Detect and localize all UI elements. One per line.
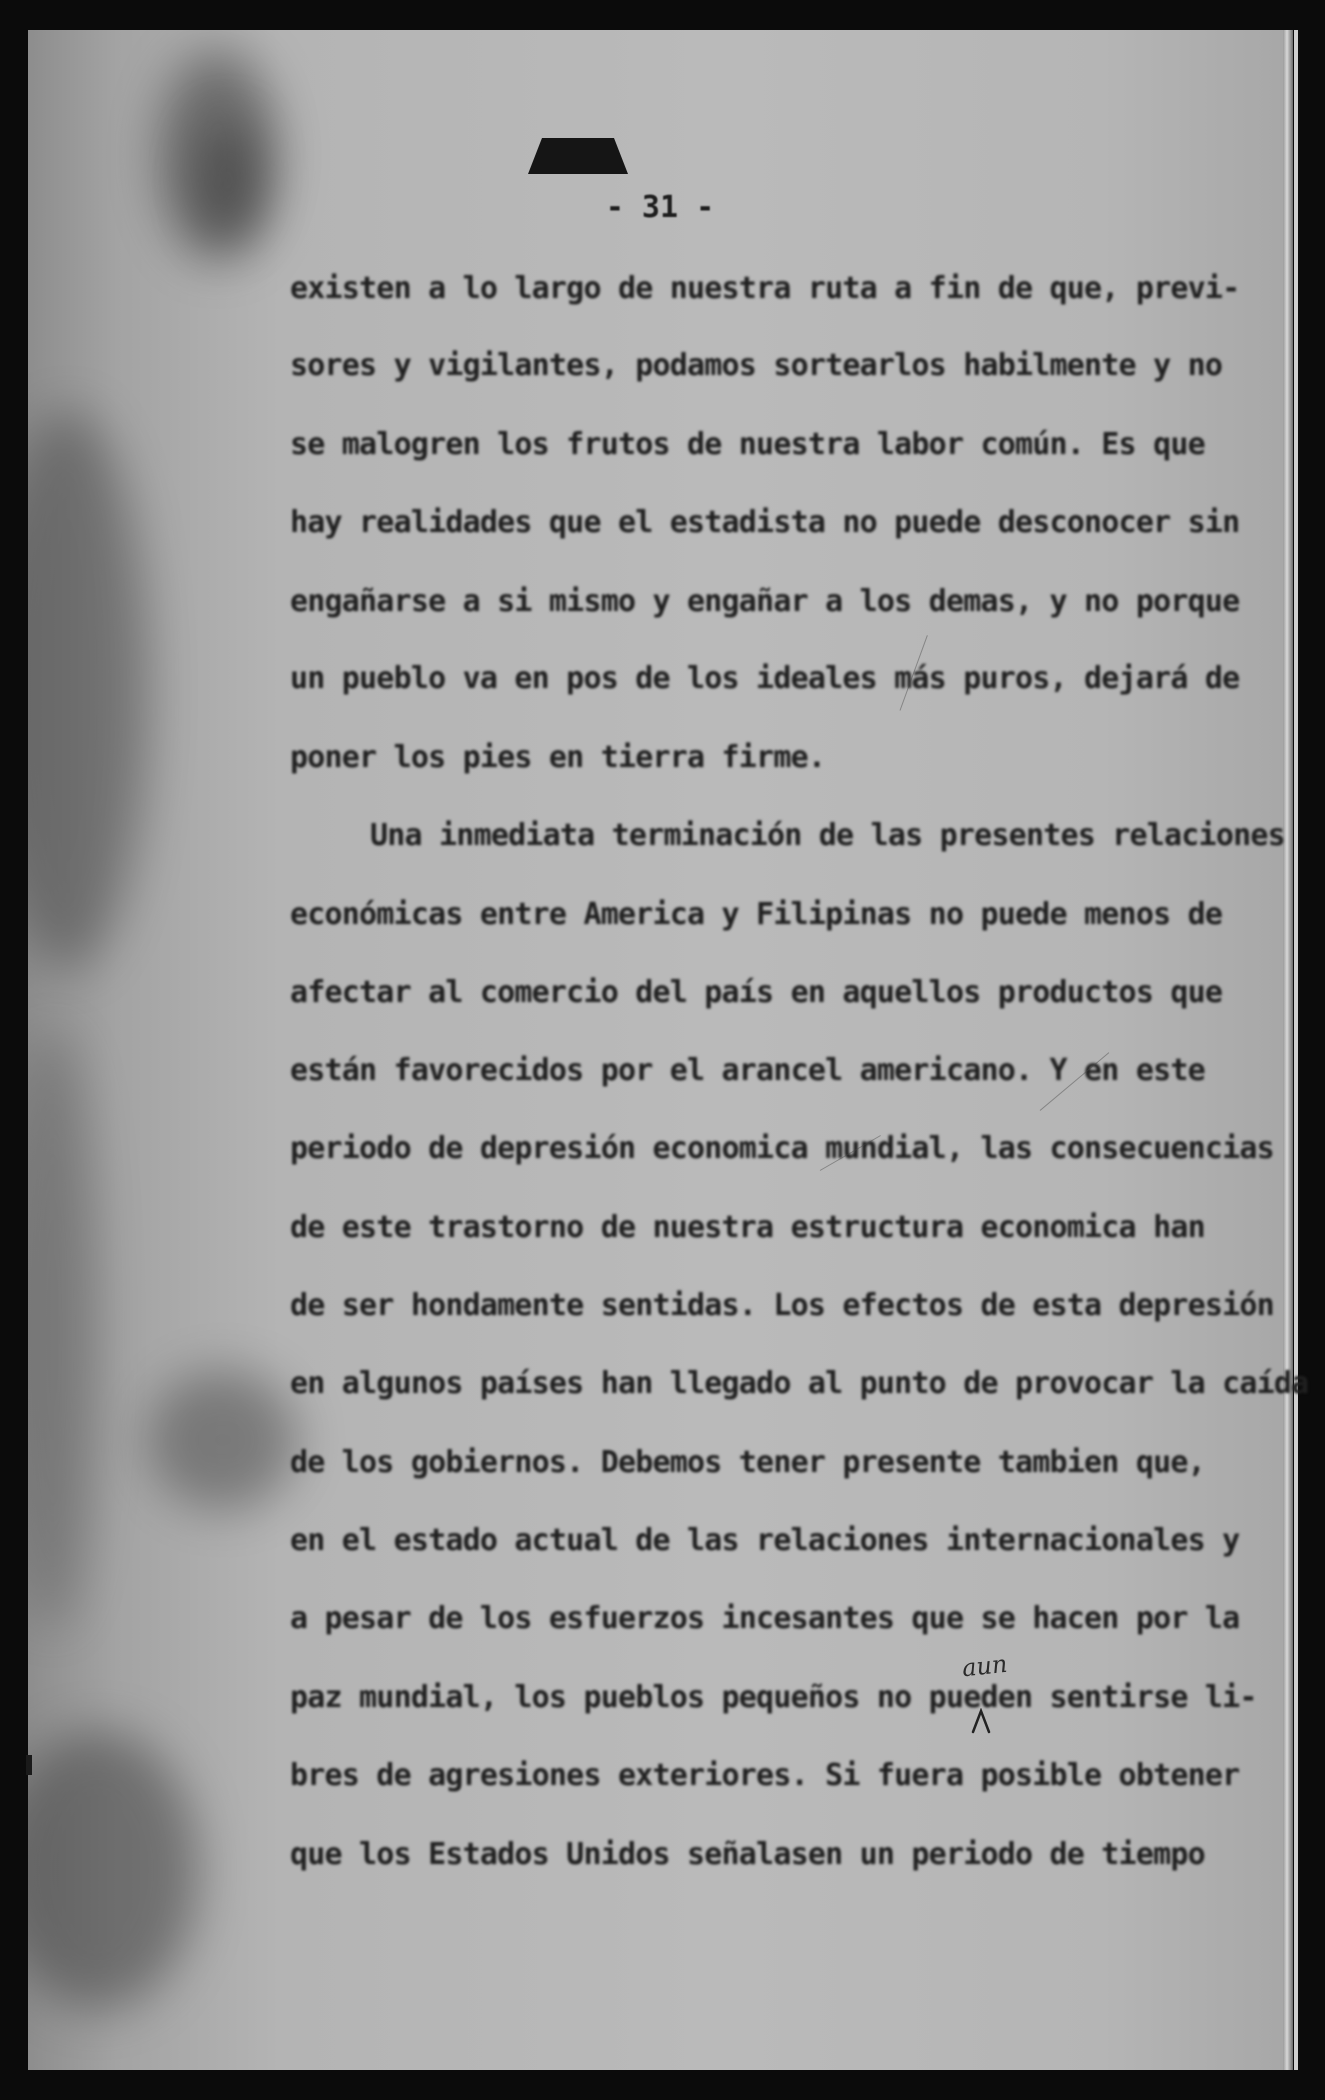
margin-mark — [26, 1755, 32, 1775]
text-line: económicas entre America y Filipinas no puede menos de — [290, 897, 1223, 932]
stain-smudge — [198, 120, 258, 240]
text-line: sores y vigilantes, podamos sortearlos habilmente y no — [290, 348, 1223, 383]
text-line: de este trastorno de nuestra estructura economica han — [290, 1210, 1205, 1245]
text-line: están favorecidos por el arancel americano. Y en este — [290, 1053, 1205, 1088]
stain-smudge — [28, 1030, 98, 1630]
text-line: poner los pies en tierra firme. — [290, 740, 826, 775]
text-line: a pesar de los esfuerzos incesantes que se hacen por la — [290, 1601, 1240, 1636]
stain-smudge — [148, 1370, 298, 1510]
text-line: en algunos países han llegado al punto de provocar la caída — [290, 1366, 1309, 1401]
text-line: existen a lo largo de nuestra ruta a fin de que, previ- — [290, 271, 1240, 306]
text-line: periodo de depresión economica mundial, las consecuencias — [290, 1131, 1274, 1166]
text-line: paz mundial, los pueblos pequeños no pueden sentirse li- — [290, 1680, 1257, 1715]
stain-smudge — [28, 410, 148, 970]
text-line: un pueblo va en pos de los ideales más puros, dejará de — [290, 661, 1240, 696]
page-edge — [1283, 30, 1293, 2070]
handwritten-insertion: aun — [960, 1649, 1009, 1683]
text-line: afectar al comercio del país en aquellos productos que — [290, 975, 1223, 1010]
text-line: Una inmediata terminación de las presentes relaciones — [370, 818, 1285, 853]
text-line: en el estado actual de las relaciones internacionales y — [290, 1523, 1240, 1558]
text-line: de ser hondamente sentidas. Los efectos de esta depresión — [290, 1288, 1274, 1323]
text-line: engañarse a si mismo y engañar a los demas, y no porque — [290, 584, 1240, 619]
text-line: que los Estados Unidos señalasen un periodo de tiempo — [290, 1837, 1205, 1872]
text-line: hay realidades que el estadista no puede desconocer sin — [290, 505, 1240, 540]
insertion-caret-icon — [970, 1708, 992, 1734]
text-line: de los gobiernos. Debemos tener presente tambien que, — [290, 1445, 1205, 1480]
text-line: bres de agresiones exteriores. Si fuera posible obtener — [290, 1758, 1240, 1793]
stain-smudge — [28, 1730, 198, 2010]
text-line: se malogren los frutos de nuestra labor común. Es que — [290, 427, 1205, 462]
page-number: - 31 - — [605, 190, 715, 225]
header-mark — [528, 138, 628, 174]
page-edge-outer — [1294, 30, 1298, 2070]
